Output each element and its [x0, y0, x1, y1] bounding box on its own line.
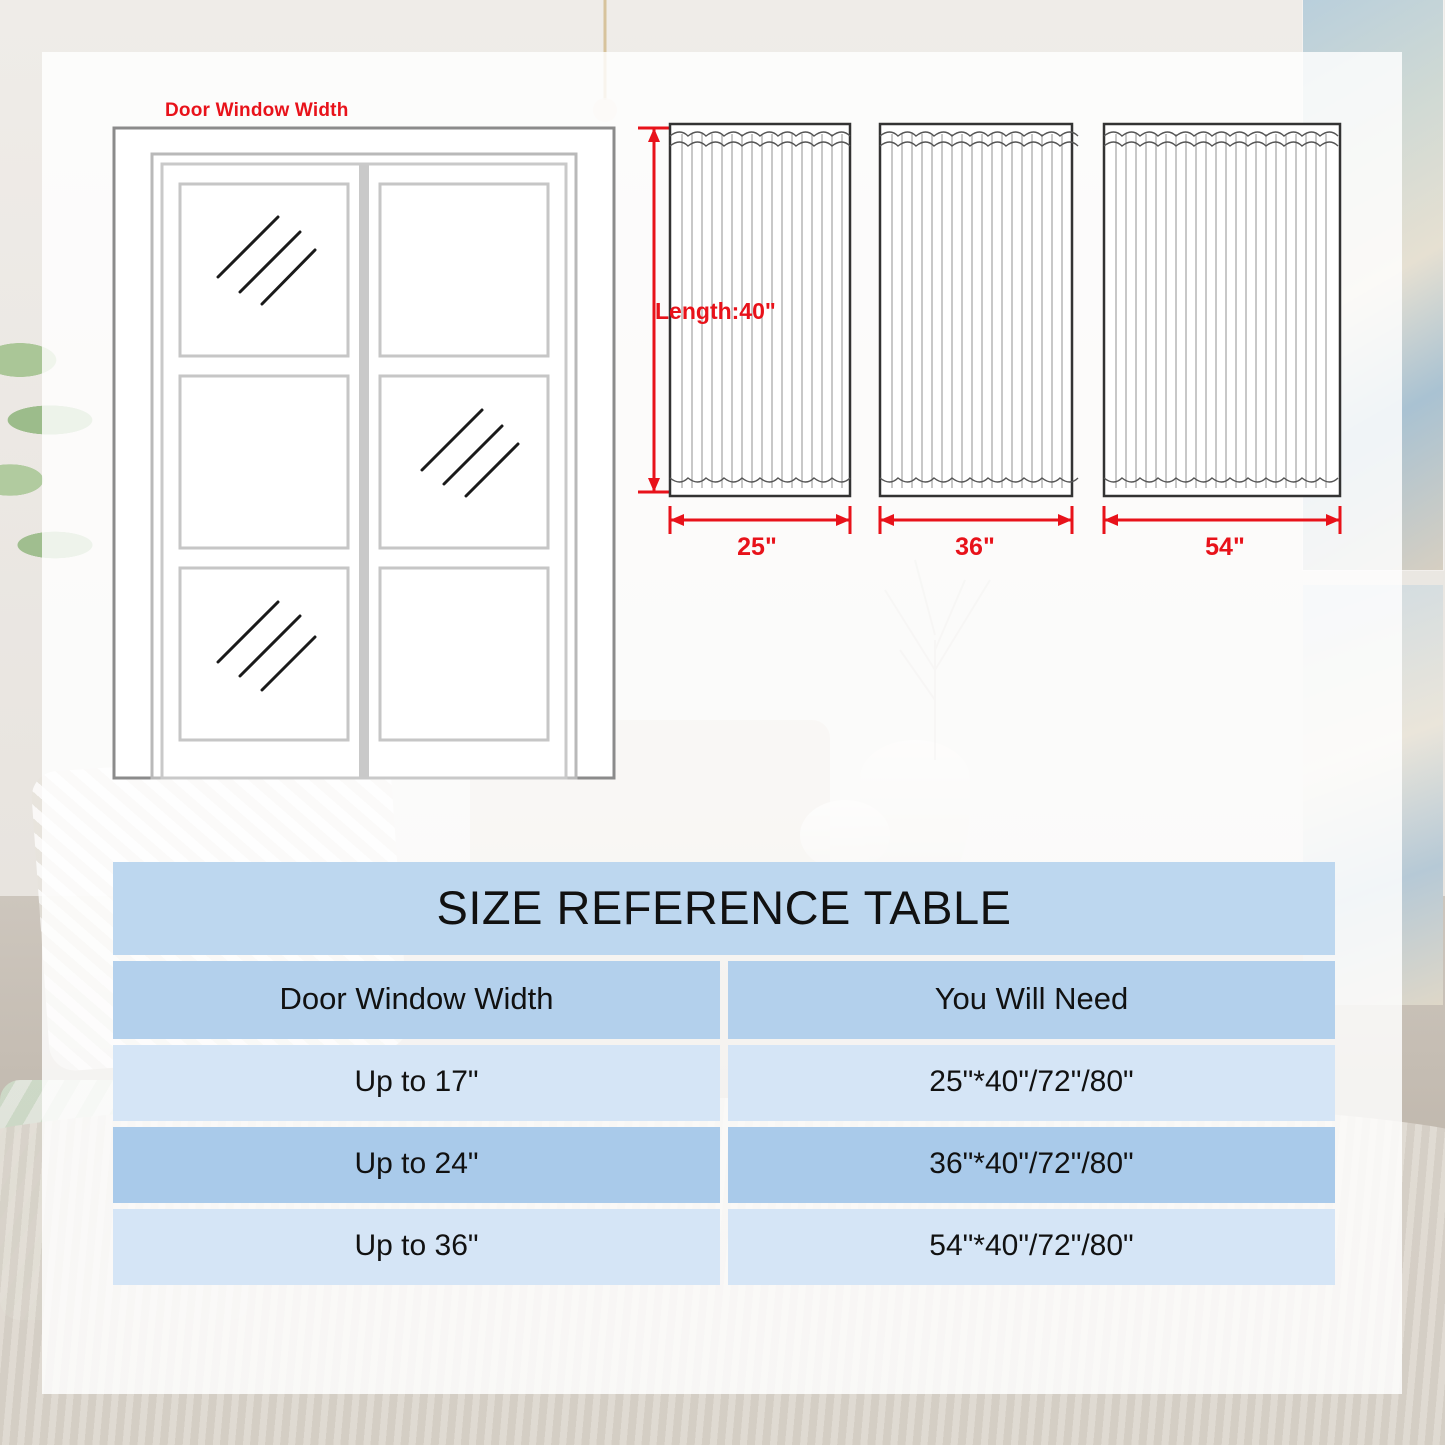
curtain-width-label-3: 54"	[1205, 533, 1245, 561]
curtain-width-label-1: 25"	[737, 533, 777, 561]
table-row	[113, 1045, 1335, 1121]
curtain-width-label-2: 36"	[955, 533, 995, 561]
table-header-row	[113, 961, 1335, 1039]
table-cell-width: Up to 36"	[113, 1209, 720, 1285]
table-row	[113, 1209, 1335, 1285]
table-header-cell-need: You Will Need	[728, 961, 1335, 1039]
table-cell-width: Up to 24"	[113, 1127, 720, 1203]
size-reference-table	[113, 862, 1335, 1285]
curtain-length-label: Length:40"	[655, 298, 776, 324]
table-header-cell-width: Door Window Width	[113, 961, 720, 1039]
curtain-panel-36	[880, 124, 1078, 534]
table-cell-need: 36"*40"/72"/80"	[728, 1127, 1335, 1203]
table-title: SIZE REFERENCE TABLE	[113, 862, 1335, 955]
door-window-width-label: Door Window Width	[165, 100, 349, 121]
table-cell-width: Up to 17"	[113, 1045, 720, 1121]
door-diagram	[110, 92, 630, 792]
table-cell-need: 25"*40"/72"/80"	[728, 1045, 1335, 1121]
table-cell-need: 54"*40"/72"/80"	[728, 1209, 1335, 1285]
curtain-panel-54	[1104, 124, 1340, 534]
table-row	[113, 1127, 1335, 1203]
curtain-panels-diagram	[630, 110, 1360, 580]
curtain-panel-25	[670, 124, 850, 534]
